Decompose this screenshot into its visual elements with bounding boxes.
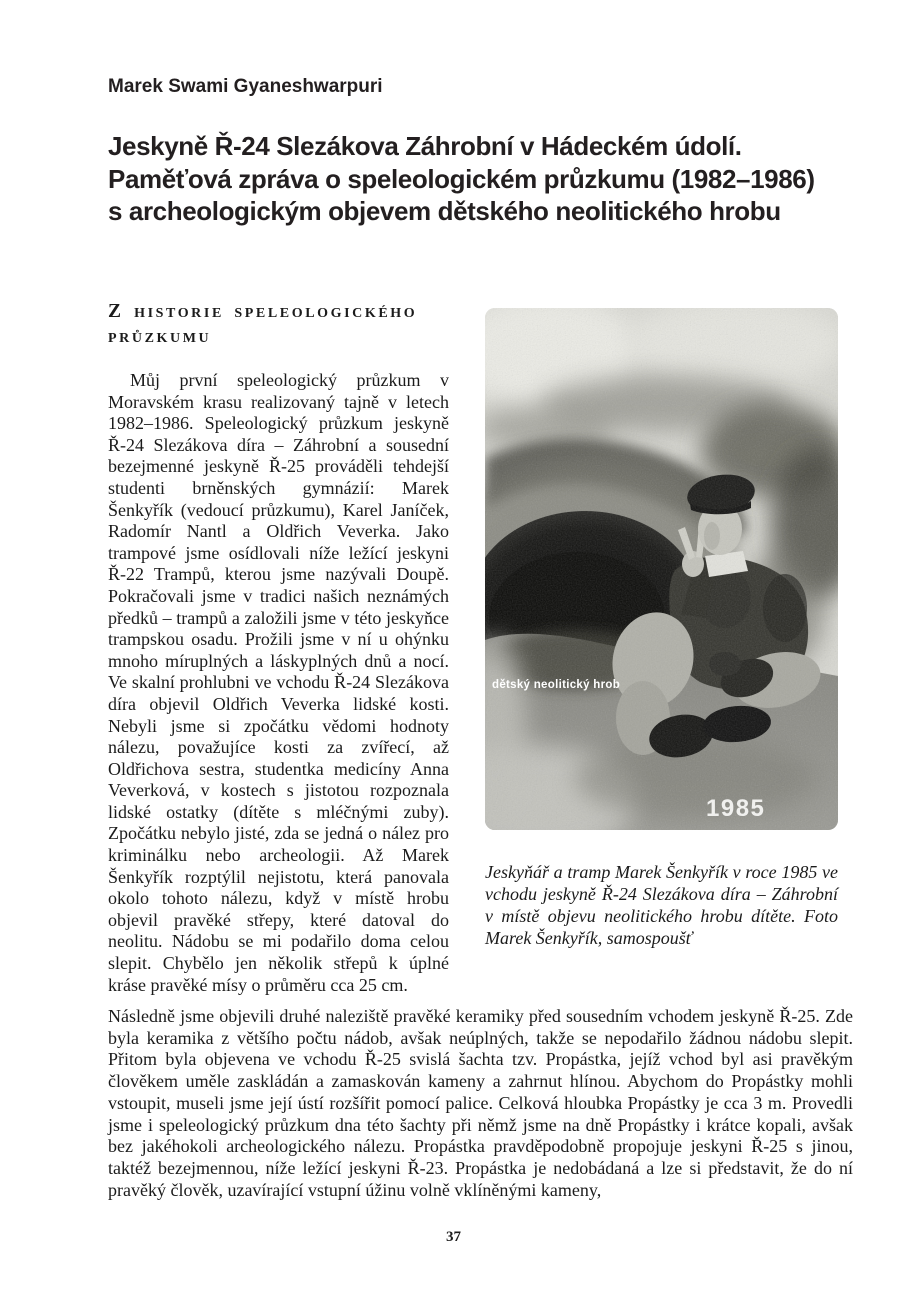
body-column-paragraph: Můj první speleologický průzkum v Moravském krasu realizovaný tajně v letech 1982–1986. Speleologický průzkum jeskyně Ř-24 Slezákova díra – Záhrobní a sousední bezejmenné jeskyně Ř-25 prováděli tehdejší studenti brněnských gymnázií: Marek Šenkyřík (vedoucí průzkumu), Karel Janíček, Radomír Nantl a Oldřich Veverka. Jako trampové jsme osídlovali níže ležící jeskyni Ř-22 Trampů, kterou jsme nazývali Doupě. Pokračovali jsme v tradici našich neznámých předků – trampů a založili jsme v této jeskyňce trampskou osadu. Prožili jsme v ní u ohýnku mnoho míruplných a láskyplných dnů a nocí. Ve skalní prohlubni ve vchodu Ř-24 Slezákova díra objevil Oldřich Veverka lidské kosti. Nebyli jsme si zpočátku vědomi hodnoty nálezu, považujíce kosti za zvířecí, až Oldřichova sestra, studentka medicíny Anna Veverková, v kostech s jistotou rozpoznala lidské ostatky (dítěte s mléčnými zuby). Zpočátku nebylo jisté, zda se jedná o nález pro kriminálku nebo archeologii. Až Marek Šenkyřík rozptýlil nejistotu, která panovala okolo tohoto nálezu, když v místě hrobu objevil pravěké střepy, které datoval do neolitu. Nádobu se mi podařilo doma celou slepit. Chybělo jen několik střepů k úplné kráse pravěké mísy o průměru cca 25 cm.	[108, 370, 449, 995]
photo-overlay-year: 1985	[706, 795, 766, 822]
article-title	[108, 130, 868, 228]
article-title-line3: s archeologickým objevem dětského neolitického hrobu	[108, 196, 781, 226]
figure	[485, 308, 838, 949]
section-heading-line1: Z historie speleologického	[108, 301, 418, 322]
section-heading-line2: průzkumu	[108, 326, 212, 347]
page-number: 37	[446, 1229, 461, 1245]
cave-photo	[485, 308, 838, 830]
article-title-line1: Jeskyně Ř-24 Slezákova Záhrobní v Hádeckém údolí.	[108, 131, 742, 161]
photo-overlay-label: dětský neolitický hrob	[492, 679, 621, 691]
figure-caption: Jeskyňář a tramp Marek Šenkyřík v roce 1985 ve vchodu jeskyně Ř-24 Slezákova díra – Záhrobní v místě objevu neolitického hrobu dítěte. Foto Marek Šenkyřík, samospoušť	[485, 862, 838, 948]
body-column-text	[108, 370, 449, 996]
body-full-width-text: Následně jsme objevili druhé naleziště pravěké keramiky před sousedním vchodem jeskyně Ř-25. Zde byla keramika z většího počtu nádob, avšak neúplných, takže se nepodařilo žádnou nádobu slepit. Přitom byla objevena ve vchodu Ř-25 svislá šachta tzv. Propástka, jejíž vchod byl asi pravěkým člověkem uměle zaskládán a zamaskován kameny a zahrnut hlínou. Abychom do Propástky mohli vstoupit, museli jsme její ústí rozšířit pomocí palice. Celková hloubka Propástky je cca 3 m. Provedli jsme i speleologický průzkum dna této šachty při němž jsme na dně Propástky i krátce kopali, avšak bez jakéhokoli archeologického nálezu. Propástka pravděpodobně propojuje jeskyni Ř-25 s jinou, taktéž bezejmennou, níže ležící jeskyni Ř-23. Propástka je nedobádaná a lze si představit, že do ní pravěký člověk, uzavírající vstupní úžinu volně vklíněnými kameny,	[108, 1006, 853, 1200]
author-line: Marek Swami Gyaneshwarpuri	[108, 76, 383, 97]
article-title-line2: Paměťová zpráva o speleologickém průzkumu (1982–1986)	[108, 163, 815, 194]
cave-photo-illustration	[485, 308, 838, 830]
section-heading	[108, 299, 468, 349]
